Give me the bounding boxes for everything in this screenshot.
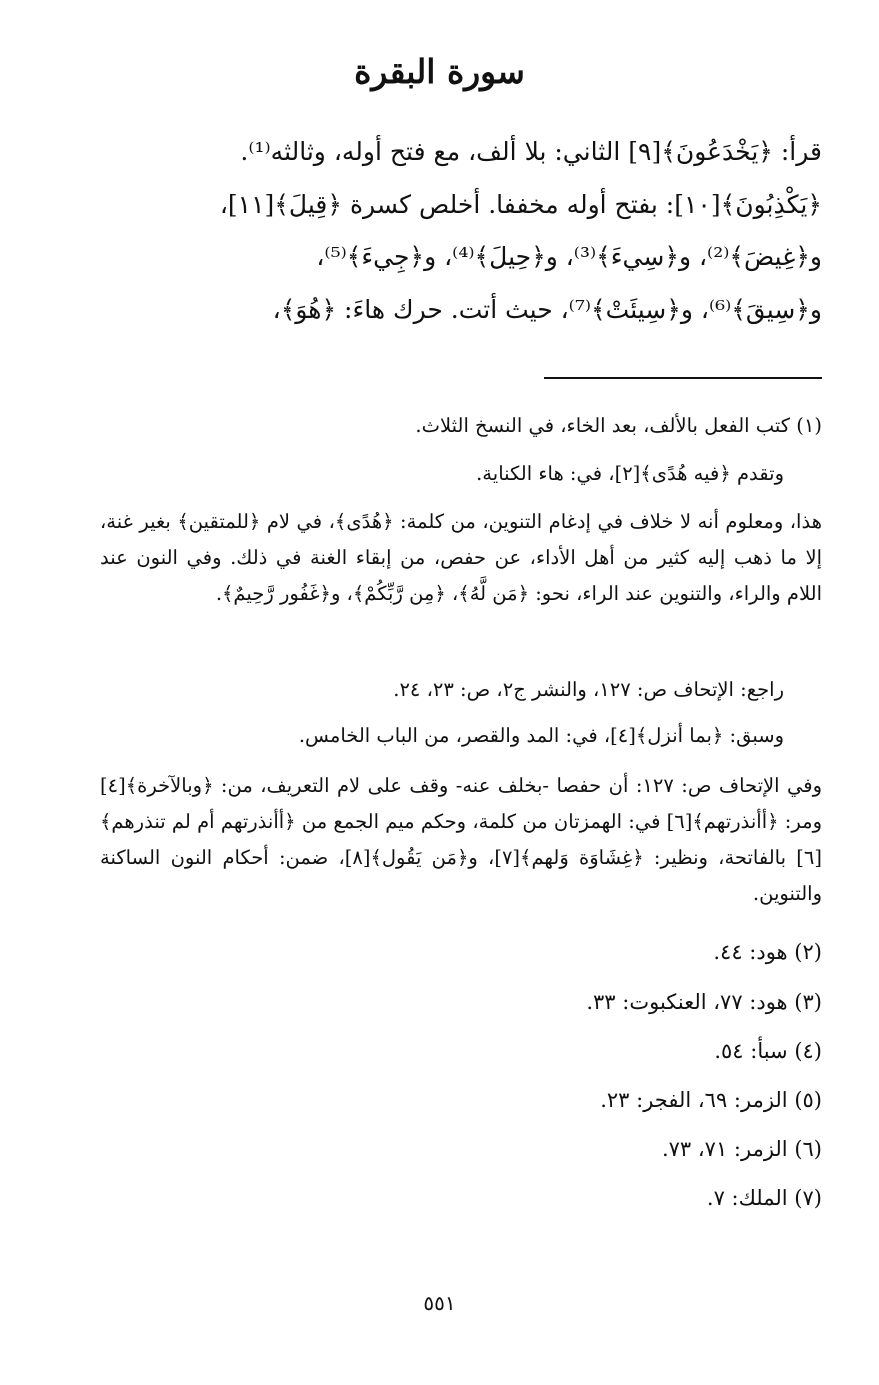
footnote-7: (٧) الملك: ٧. [706,1186,822,1210]
main-text [96,126,822,336]
footnote-6: (٦) الزمر: ٧١، ٧٣. [661,1137,822,1161]
footnote-1-paragraph: وتقدم ﴿فيه هُدًى﴾[٢]، في: هاء الكناية. [476,462,784,485]
main-text-line: و﴿غِيضَ﴾⁽²⁾، و﴿سِيءَ﴾⁽³⁾، و﴿حِيلَ﴾⁽⁴⁾، و﴿جِيءَ﴾⁽⁵⁾، [316,242,822,271]
main-text-line: قرأ: ﴿يَخْدَعُونَ﴾[٩] الثاني: بلا ألف، مع فتح أوله، وثالثه⁽¹⁾. [240,137,822,166]
main-text-line: ﴿يَكْذِبُونَ﴾[١٠]: بفتح أوله مخففا. أخلص كسرة ﴿قِيلَ﴾[١١]، [219,189,822,219]
page-title: سورة البقرة [354,52,525,91]
footnote-1-paragraph: راجع: الإتحاف ص: ١٢٧، والنشر ج٢، ص: ٢٣، ٢٤. [393,678,784,701]
footnote-4: (٤) سبأ: ٥٤. [714,1039,822,1063]
page-number: ٥٥١ [423,1291,456,1315]
footnote-1-paragraph: وسبق: ﴿بما أنزل﴾[٤]، في: المد والقصر، من الباب الخامس. [298,724,784,747]
footnote-1-paragraph: هذا، ومعلوم أنه لا خلاف في إدغام التنوين، من كلمة: ﴿هُدًى﴾، في لام ﴿للمتقين﴾ بغير غنة، إلا ما ذهب إليه كثير من أهل الأداء، عن حفص، من إبقاء الغنة في ذلك. وفي النون عند اللام والراء، والتنوين عند الراء، نحو: ﴿مَن لَّهُ﴾، ﴿مِن رَّبِّكُمْ﴾، و﴿غَفُور رَّحِيمٌ﴾. [100,510,822,605]
footnote-1: (١) كتب الفعل بالألف، بعد الخاء، في النسخ الثلاث. [415,414,822,437]
footnote-2: (٢) هود: ٤٤. [713,940,822,964]
footnote-3: (٣) هود: ٧٧، العنكبوت: ٣٣. [586,990,822,1014]
footnote-1-paragraph: وفي الإتحاف ص: ١٢٧: أن حفصا -بخلف عنه- وقف على لام التعريف، من: ﴿وبالآخرة﴾[٤] ومر: ﴿أأنذرتهم﴾[٦] في: الهمزتان من كلمة، وحكم ميم الجمع من ﴿أأنذرتهم أم لم تنذرهم﴾[٦] بالفاتحة، ونظير: ﴿غِشَاوَة وَلهم﴾[٧]، و﴿مَن يَقُول﴾[٨]، ضمن: أحكام النون الساكنة والتنوين. [100,774,822,905]
main-text-line: و﴿سِيقَ﴾⁽⁶⁾، و﴿سِيئَتْ﴾⁽⁷⁾، حيث أتت. حرك هاءَ: ﴿هُوَ﴾، [272,294,822,324]
footnote-5: (٥) الزمر: ٦٩، الفجر: ٢٣. [600,1088,822,1112]
footnote-separator [544,377,822,379]
